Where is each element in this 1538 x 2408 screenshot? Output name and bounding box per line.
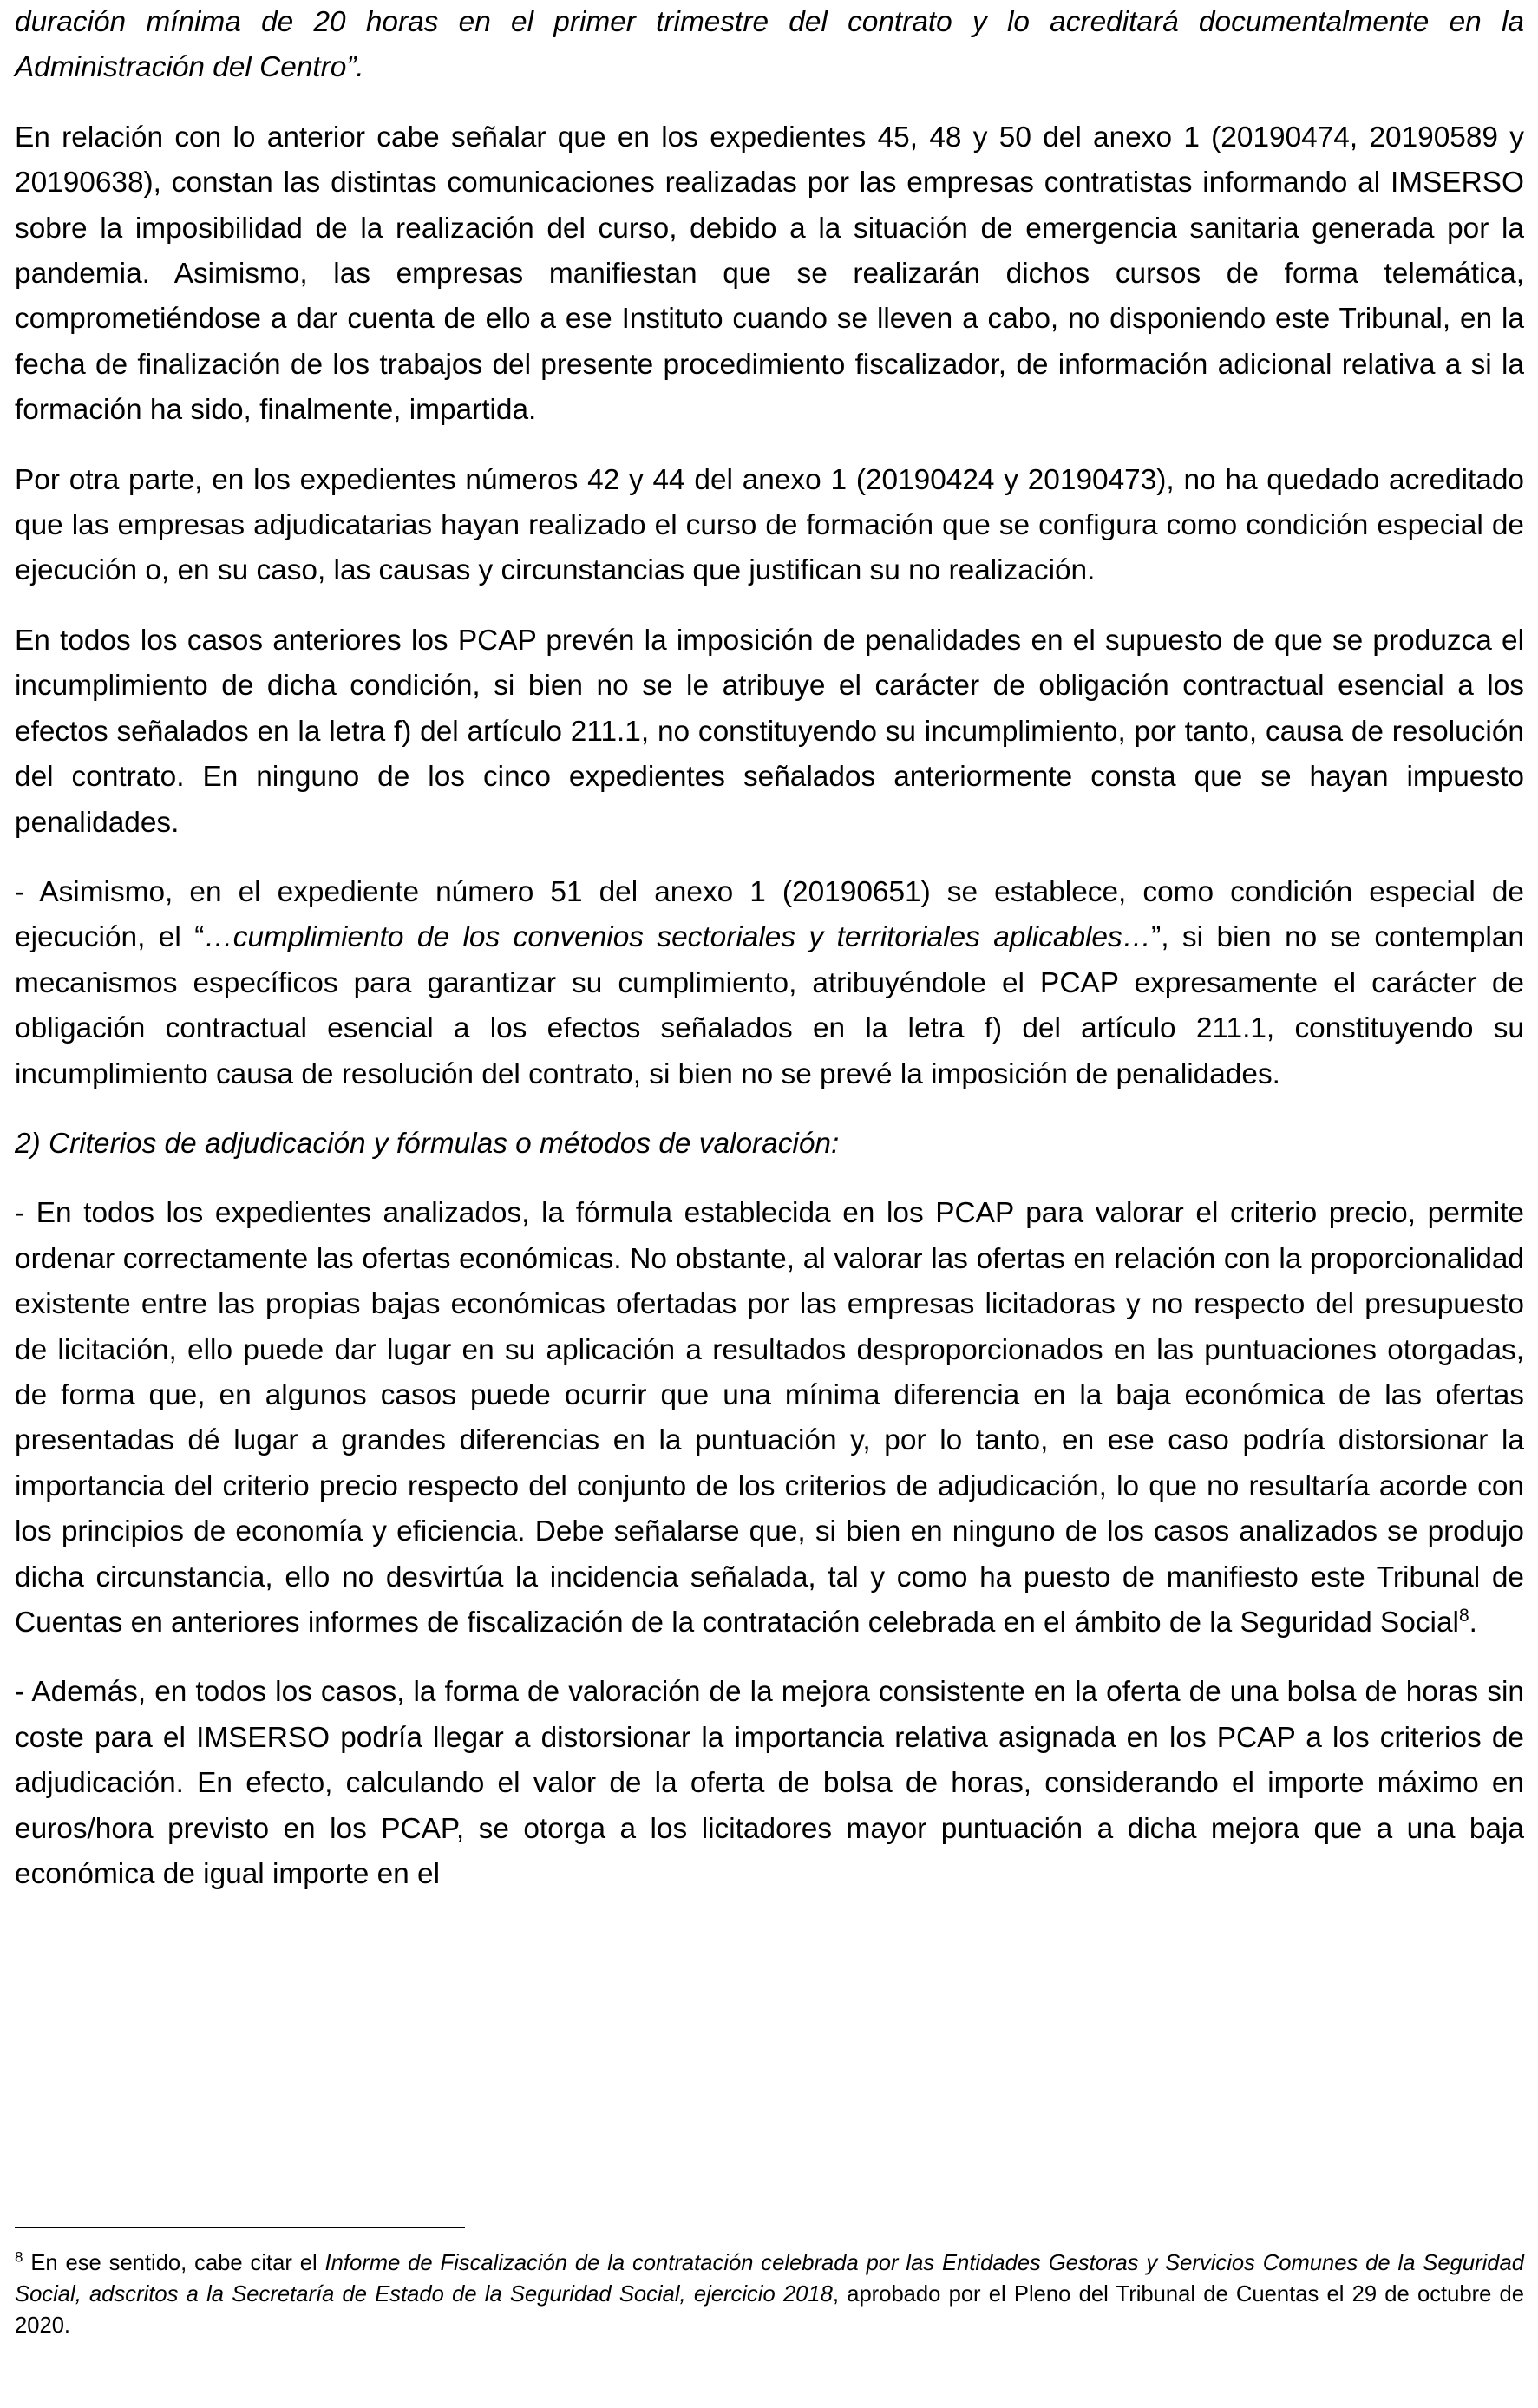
section-heading-text: 2) Criterios de adjudicación y fórmulas o métodos de valoración: [15,1127,840,1160]
paragraph-penalties: En todos los casos anteriores los PCAP prevén la imposición de penalidades en el supuesto de que se produzca el incumplimiento de dicha condición, si bien no se le atribuye el carácter de obligación contractual esencial a los efectos señalados en la letra f) del artículo 211.1, no constituyendo su incumplimiento, por tanto, causa de resolución del contrato. En ninguno de los cinco expedientes señalados anteriormente consta que se hayan impuesto penalidades. [15,624,1524,839]
paragraph-training-courses: En relación con lo anterior cabe señalar que en los expedientes 45, 48 y 50 del anexo 1 (20190474, 20190589 y 20190638), constan las distintas comunicaciones realizadas por las empresas contratistas informando al IMSERSO sobre la imposibilidad de la realización del curso, debido a la situación de emergencia sanitaria generada por la pandemia. Asimismo, las empresas manifiestan que se realizarán dichos cursos de forma telemática, comprometiéndose a dar cuenta de ello a ese Instituto cuando se lleven a cabo, no disponiendo este Tribunal, en la fecha de finalización de los trabajos del presente procedimiento fiscalizador, de información adicional relativa a si la formación ha sido, finalmente, impartida. [15,121,1524,427]
document-body [15,0,1524,1897]
footnote-divider [15,2227,465,2228]
paragraph-continuation [15,0,1524,91]
paragraph-unaccredited-courses: Por otra parte, en los expedientes números 42 y 44 del anexo 1 (20190424 y 20190473), no ha quedado acreditado que las empresas adjudicatarias hayan realizado el curso de formación que se configura como condición especial de ejecución o, en su caso, las causas y circunstancias que justifican su no realización. [15,463,1524,587]
footnote [15,2248,1524,2341]
section-heading [15,1122,1524,1167]
text-segment: ”, si bien no se contemplan mecanismos específicos para garantizar su cumplimiento, atribuyéndole el PCAP expresamente el carácter de obligación contractual esencial a los efectos señalados en la letra f) del artículo 211.1, constituyendo su incumplimiento causa de resolución del contrato, si bien no se prevé la imposición de penalidades. [15,921,1524,1090]
text-segment: - En todos los expedientes analizados, la fórmula establecida en los PCAP para valorar el criterio precio, permite ordenar correctamente las ofertas económicas. No obstante, al valorar las ofertas en relación con la proporcionalidad existente entre las propias bajas económicas ofertadas por las empresas licitadoras y no respecto del presupuesto de licitación, ello puede dar lugar en su aplicación a resultados desproporcionados en las puntuaciones otorgadas, de forma que, en algunos casos puede ocurrir que una mínima diferencia en la baja económica de las ofertas presentadas dé lugar a grandes diferencias en la puntuación y, por lo tanto, en ese caso podría distorsionar la importancia del criterio precio respecto del conjunto de los criterios de adjudicación, lo que no resultaría acorde con los principios de economía y eficiencia. Debe señalarse que, si bien en ninguno de los casos analizados se produjo dicha circunstancia, ello no desvirtúa la incidencia señalada, tal y como ha puesto de manifiesto este Tribunal de Cuentas en anteriores informes de fiscalización de la contratación celebrada en el ámbito de la Seguridad Social [15,1197,1524,1639]
document-page [15,0,1524,2408]
paragraph-hours-bag: - Además, en todos los casos, la forma de valoración de la mejora consistente en la oferta de una bolsa de horas sin coste para el IMSERSO podría llegar a distorsionar la importancia relativa asignada en los PCAP a los criterios de adjudicación. En efecto, calculando el valor de la oferta de bolsa de horas, considerando el importe máximo en euros/hora previsto en los PCAP, se otorga a los licitadores mayor puntuación a dicha mejora que a una baja económica de igual importe en el [15,1676,1524,1891]
footnote-text: En ese sentido, cabe citar el [23,2251,325,2275]
paragraph-expediente-51 [15,870,1524,1097]
text-segment: . [1469,1606,1477,1639]
paragraph-price-criterion [15,1191,1524,1646]
text-segment: - Asimismo, en el expediente número 51 del anexo 1 (20190651) se establece, como condición especial de ejecución, el “ [15,875,1524,954]
footnote-report-title: Informe de Fiscalización de la contratación celebrada por las Entidades Gestoras y Servicios Comunes de la Seguridad Social, adscritos a la Secretaría de Estado de la Seguridad Social, ejercicio 2018 [15,2251,1524,2307]
footnote-reference[interactable]: 8 [1458,1605,1469,1626]
footnote-number: 8 [15,2248,23,2266]
quoted-text: …cumplimiento de los convenios sectoriales y territoriales aplicables… [204,921,1152,954]
footnote-text-end: , aprobado por el Pleno del Tribunal de Cuentas el 29 de octubre de 2020. [15,2282,1525,2338]
quoted-clause-end: duración mínima de 20 horas en el primer trimestre del contrato y lo acreditará documentalmente en la Administración del Centro”. [15,6,1524,84]
